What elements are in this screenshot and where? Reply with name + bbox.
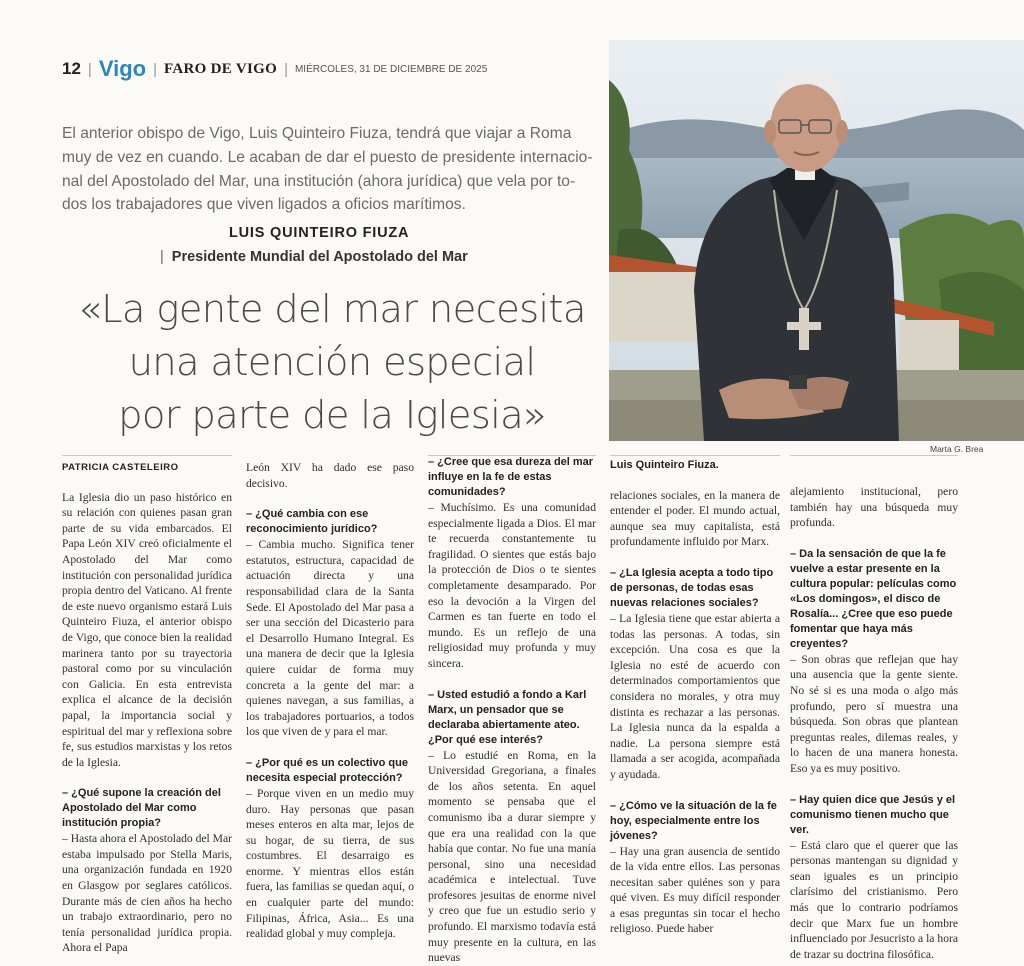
article-column-5 [790, 484, 958, 962]
role-separator: | [160, 249, 164, 265]
header-separator: | [87, 60, 92, 78]
interviewee-role [160, 249, 468, 265]
headline-line: por parte de la Iglesia» [118, 393, 546, 438]
question: – ¿Cómo ve la situación de la fe hoy, especialmente entre los jóvenes? [610, 799, 777, 842]
article-column-3 [428, 455, 596, 966]
column-rule [62, 455, 232, 456]
page-header [62, 56, 487, 82]
article-column-2 [246, 460, 414, 942]
answer: – Son obras que reflejan que hay una ausencia que la gente siente. No sé si es una moda o algo más profundo, pero sí muestra una búsqueda. Son obras que plantean preguntas reales, dilemas reales, y lo hacen de una manera honesta. Eso ya es muy positivo. [790, 652, 958, 775]
role-text: Presidente Mundial del Apostolado del Mar [171, 249, 468, 265]
answer: – Muchísimo. Es una comunidad especialmente ligada a Dios. El mar te recuerda constantemente tu fragilidad. O sientes que estás bajo la protección de Dios o te sientes completamente desamparado. Por eso la devoción a la Virgen del Carmen es tan fuerte en todo el mundo. Es un reflejo de una religiosidad muy profunda y muy sincera. [428, 501, 596, 670]
answer: – Lo estudié en Roma, en la Universidad Gregoriana, a finales de los años setenta. En aquel momento se pensaba que el comunismo iba a durar siempre y que era una realidad con la que había que contar. No fue una manía personal, sino una necesidad académica e intelectual. Tuve profesores jesuitas de enorme nivel y creo que fue un estudio serio y profundo. El marxismo todavía está muy presente en la cultura, en las nuevas [428, 748, 596, 965]
headline [62, 283, 602, 442]
interviewee-name: LUIS QUINTEIRO FIUZA [229, 225, 410, 241]
section-name: Vigo [98, 56, 147, 81]
photo-credit: Marta G. Brea [930, 444, 984, 454]
answer: – Cambia mucho. Significa tener estatutos, estructura, capacidad de actuación directa y una responsabilidad clara de la Santa Sede. El Apostolado del Mar pasa a ser una sección del Dicasterio para el Desarrollo Humano Integral. Es una manera de decir que la Iglesia quiere cuidar de forma muy concreta a la gente del mar: a quienes navegan, a sus familias, a los trabajadores portuarios, a todos los que viven de y para el mar. [246, 538, 414, 739]
question: – ¿Por qué es un colectivo que necesita especial protección? [246, 756, 408, 784]
lead-line: muy de vez en cuando. Le acaban de dar el puesto de presidente internacio- [62, 148, 593, 166]
question: – ¿Qué cambia con ese reconocimiento jurídico? [246, 508, 378, 536]
answer: – Está claro que el querer que las personas mantengan su dignidad y sean iguales es un principio clarísimo del cristianismo. Pero más que lo contrario podríamos decir que Marx fue un hombre influenciado por Jesucristo a la hora de trazar su doctrina filosófica. [790, 838, 958, 961]
question: – Hay quien dice que Jesús y el comunismo tienen mucho que ver. [790, 793, 956, 836]
question: – ¿La Iglesia acepta a todo tipo de personas, de todas esas nuevas relaciones sociales? [610, 566, 774, 609]
lead-line: El anterior obispo de Vigo, Luis Quinteiro Fiuza, tendrá que viajar a Roma [62, 125, 572, 142]
intro-paragraph: La Iglesia dio un paso histórico en su relación con quienes pasan gran parte de su vida embarcados. El Papa León XIV creó oficialmente el Apostolado del Mar como institución con personalidad jurídica propia dentro del Vaticano. Al frente de este nuevo organismo estará Luis Quinteiro Fiuza, el anterior obispo de Vigo, que conoce bien la realidad marinera tanto por su trayectoria pastoral como por su vinculación con Galicia. En esta entrevista explica el alcance de la decisión papal, la importancia social y espiritual del mar y reflexiona sobre fe, sus estudios marxistas y los retos de la Iglesia. [62, 490, 232, 769]
lead-line: dos los trabajadores que viven ligados a oficios marítimos. [62, 196, 466, 214]
question: – ¿Cree que esa dureza del mar influye en la fe de estas comunidades? [428, 456, 594, 498]
article-column-1 [62, 460, 232, 956]
question: – ¿Qué supone la creación del Apostolado del Mar como institución propia? [62, 787, 221, 830]
publication-date: MIÉRCOLES, 31 DE DICIEMBRE DE 2025 [294, 63, 488, 75]
article-column-4 [610, 458, 780, 937]
page-number: 12 [62, 59, 81, 78]
header-separator: | [284, 60, 288, 78]
newspaper-name: FARO DE VIGO [164, 60, 278, 77]
lead-paragraph [62, 122, 600, 217]
answer: – Porque viven en un medio muy duro. Hay personas que pasan meses enteros en alta mar, lejos de su hogar, de su tierra, de sus costumbres. El desarraigo es enorme. Y mientras ellos están fuera, las familias se quedan aquí, o en cualquier parte del mundo: Filipinas, África, Asia... Es una realidad global y muy compleja. [246, 786, 414, 941]
answer: – Hay una gran ausencia de sentido de la vida entre ellos. Las personas necesitan saber quiénes son y para qué viven. Es muy difícil responder a esas preguntas sin tocar el hecho religioso. Puede haber [610, 844, 780, 936]
header-separator: | [153, 60, 157, 78]
headline-line: una atención especial [128, 340, 536, 385]
question: – Da la sensación de que la fe vuelve a estar presente en la cultura popular: películas como «Los domingos», el disco de Rosalía... ¿Cree que eso puede fomentar que haya más creyentes? [790, 547, 957, 650]
question: – Usted estudió a fondo a Karl Marx, un pensador que se declaraba abiertamente ateo. ¿Por qué ese interés? [428, 688, 587, 746]
answer: – La Iglesia tiene que estar abierta a todas las personas. A todas, sin excepción. Una cosa es que la Iglesia no esté de acuerdo con determinados comportamientos que considera no morales, y otra muy distinta es rechazar a las personas. La Iglesia nunca da la espalda a nadie. La persona siempre está llamada a ser acogida, acompañada y ayudada. [610, 611, 780, 781]
column-rule [610, 455, 780, 456]
lead-line: nal del Apostolado del Mar, una institución (ahora jurídica) que vela por to- [62, 172, 576, 190]
photo-caption: Luis Quinteiro Fiuza. [610, 459, 719, 471]
continued-text: alejamiento institucional, pero también hay una búsqueda muy profunda. [790, 485, 958, 530]
answer: – Hasta ahora el Apostolado del Mar estaba impulsado por Stella Maris, una organización fundada en 1920 en Glasgow por seglares católicos. Durante más de cien años ha hecho un trabajo extraordinario, pero no tenía personalidad jurídica propia. Ahora el Papa [62, 832, 232, 955]
byline: PATRICIA CASTELEIRO [62, 462, 179, 473]
headline-line: «La gente del mar necesita [78, 287, 586, 332]
continued-text: relaciones sociales, en la manera de entender el poder. El mundo actual, aunque sea muy capitalista, está profundamente influido por Marx. [610, 488, 780, 549]
portrait-photo [609, 40, 1024, 441]
column-rule [790, 455, 958, 456]
continued-text: León XIV ha dado ese paso decisivo. [246, 461, 414, 490]
portrait-illustration [609, 40, 1024, 441]
